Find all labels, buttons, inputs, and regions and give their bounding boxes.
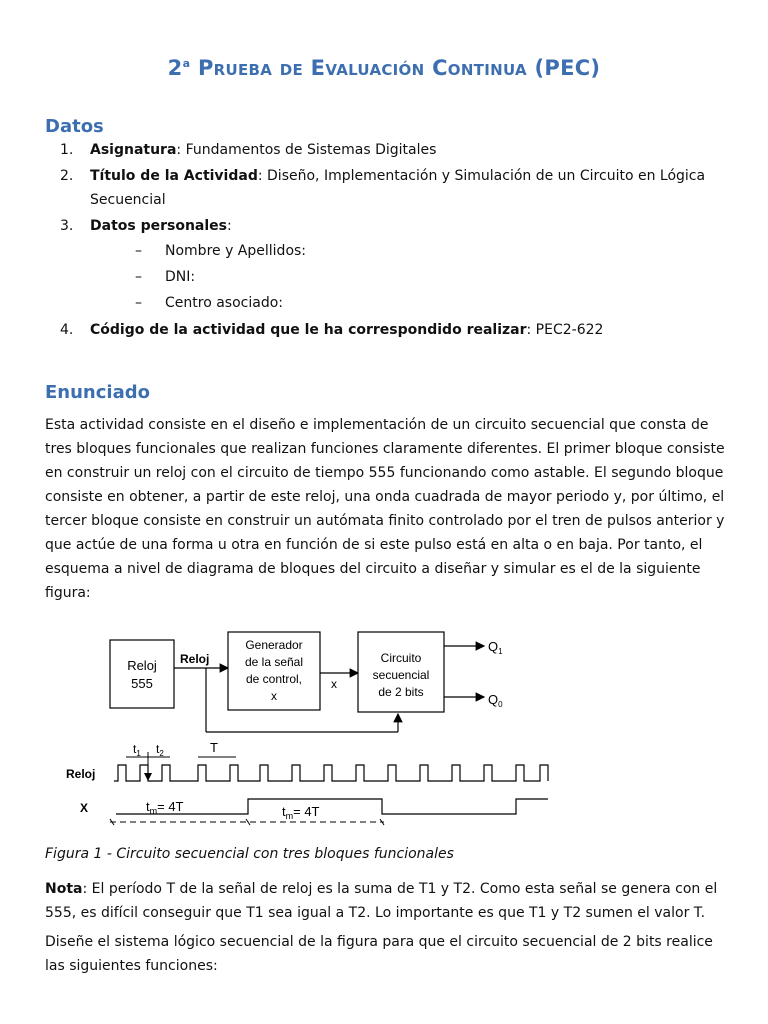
enunciado-paragraph: Esta actividad consiste en el diseño e implementación de un circuito secuencial que consta de tres bloques funcionales que realizan funciones claramente diferentes. El primer bloque consiste en construir un reloj con el circuito de tiempo 555 funcionando como astable. El segundo bloque consiste en obtener, a partir de este reloj, una onda cuadrada de mayor periodo y, por último, el tercer bloque consiste en construir un autómata finito controlado por el tren de pulsos anterior y que actúe de una forma u otra en función de si este pulso está en alta o en baja. Por tanto, el esquema a nivel de diagrama de bloques del circuito a diseñar y simular es el de la siguiente figura: <box>45 417 725 601</box>
tick-mark <box>246 819 250 825</box>
block-reloj-555 <box>110 640 174 708</box>
datos-personales-sublist <box>90 238 740 316</box>
t1-label: $t_1$ <box>133 742 141 758</box>
t2-label: $t_2$ <box>156 742 164 758</box>
block-circuito-line: de 2 bits <box>378 685 424 699</box>
final-paragraph: Diseñe el sistema lógico secuencial de la figura para que el circuito secuencial de 2 bits realice las siguientes funciones: <box>45 934 713 974</box>
block-generador-line: Generador <box>245 638 303 652</box>
block-generador-line: de la señal <box>244 655 304 669</box>
list-item: 4. Código de la actividad que le ha correspondido realizar: PEC2-622 <box>60 322 604 338</box>
list-item: – Centro asociado: <box>135 295 283 311</box>
block-circuito-line: secuencial <box>372 668 430 682</box>
list-item: 2. Título de la Actividad: Diseño, Implementación y Simulación de un Circuito en Lógica Secuencial <box>60 168 706 208</box>
nota-paragraph: Nota: El período T de la señal de reloj es la suma de T1 y T2. Como esta señal se genera con el 555, es difícil conseguir que T1 sea igual a T2. Lo importante es que T1 y T2 sumen el valor T. <box>45 881 718 921</box>
block-reloj-label: Reloj <box>127 658 157 673</box>
list-item: 3. Datos personales: – Nombre y Apellidos: – DNI: – Centro asociado: <box>60 214 740 316</box>
x-line-label: x <box>331 677 337 691</box>
block-reloj-number: 555 <box>131 676 153 691</box>
list-item: – DNI: <box>135 269 196 285</box>
block-generador-line: x <box>271 689 277 703</box>
wave-reloj-label: Reloj <box>66 767 96 781</box>
section-heading-datos: Datos <box>45 116 104 137</box>
reloj-waveform <box>114 765 548 781</box>
tm-label: $t_m= 4T$ <box>282 804 320 821</box>
block-generador-line: de control, <box>245 672 303 686</box>
tm-label: $t_m= 4T$ <box>146 799 184 816</box>
wave-x-label: X <box>80 801 89 815</box>
page-title-text: Prueba de Evaluación Continua (PEC) <box>197 56 601 80</box>
figure-caption: Figura 1 - Circuito secuencial con tres bloques funcionales <box>45 846 454 862</box>
output-q1-label: $Q_1$ <box>488 639 503 656</box>
page-title: 2$^a$ Prueba de Evaluación Continua (PEC) <box>167 56 601 80</box>
section-heading-enunciado: Enunciado <box>45 382 150 403</box>
block-circuito-line: Circuito <box>380 651 422 665</box>
reloj-line-label: Reloj <box>180 652 210 666</box>
period-T-label: T <box>210 740 218 755</box>
list-item: – Nombre y Apellidos: <box>135 243 307 259</box>
list-item: 1. Asignatura: Fundamentos de Sistemas Digitales <box>60 142 437 158</box>
datos-list <box>60 138 740 342</box>
block-diagram-figure <box>60 618 560 833</box>
output-q0-label: $Q_0$ <box>488 692 503 709</box>
